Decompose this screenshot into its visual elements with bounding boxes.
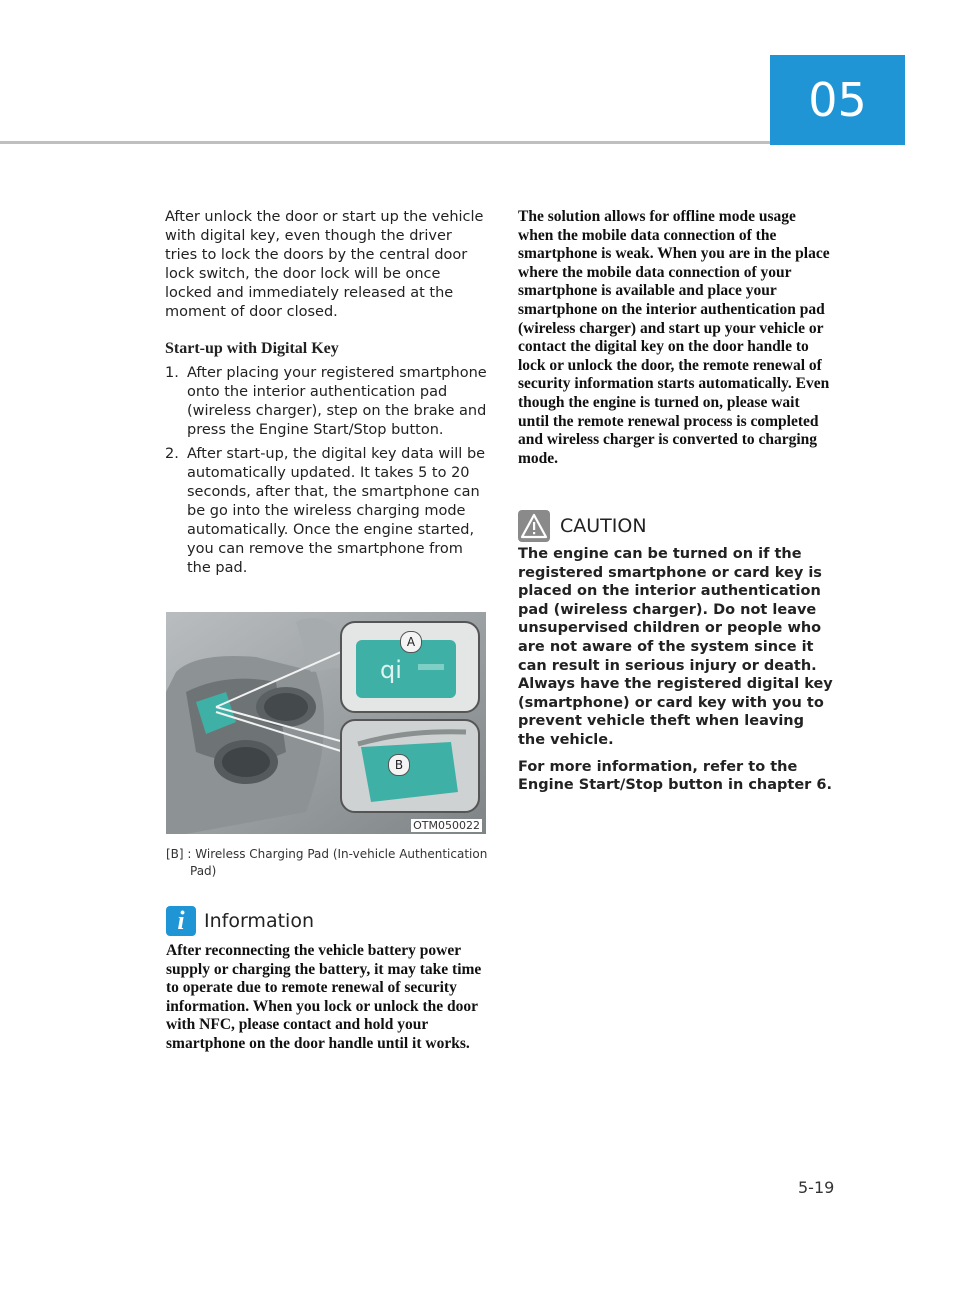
right-column (518, 208, 830, 468)
svg-text:qi: qi (380, 656, 402, 684)
callout-b: B (388, 754, 410, 776)
caution-title: CAUTION (560, 515, 647, 537)
warning-triangle-icon (518, 510, 550, 542)
offline-mode-paragraph: The solution allows for offline mode usage when the mobile data connection of the smartphone is weak. When you are in the place where the mobile data connection of your smartphone is available and place your smartphone on the interior authentication pad (wireless charger) and start up your vehicle or contact the digital key on the door handle to lock or unlock the door, the remote renewal of security information starts automatically. Even though the engine is turned on, please wait until the remote renewal process is completed and wireless charger is converted to charging mode. (518, 208, 830, 467)
header-rule (0, 141, 770, 144)
callout-a: A (400, 631, 422, 653)
console-drawing (166, 612, 486, 834)
caution-body: The engine can be turned on if the registered smartphone or card key is placed on the interior authentication pad (wireless charger). Do not leave unsupervised children or people who are not aware of the system since it can result in serious injury or death. Always have the registered digital key (smartphone) or card key with you to prevent vehicle theft when leaving the vehicle. For more information, refer to the Engine Start/Stop button in chapter 6. (518, 546, 833, 794)
console-illustration (166, 612, 486, 834)
information-body: After reconnecting the vehicle battery power supply or charging the battery, it may take time to operate due to remote renewal of security information. When you lock or unlock the door with NFC, please contact and hold your smartphone on the door handle until it works. (166, 942, 482, 1052)
information-title: Information (204, 910, 314, 932)
figure-caption: [B] : Wireless Charging Pad (In-vehicle Authentication Pad) (166, 847, 488, 878)
steps-list (165, 364, 487, 578)
page-number: 5-19 (798, 1178, 835, 1197)
info-icon: i (166, 906, 196, 936)
caution-heading (518, 510, 647, 542)
intro-paragraph: After unlock the door or start up the vehicle with digital key, even though the driver tries to lock the doors by the central door lock switch, the door lock will be once locked and immediately released at the moment of door closed. (165, 209, 484, 320)
list-item: 2. After start-up, the digital key data will be automatically updated. It takes 5 to 20 seconds, after that, the smartphone can be go into the wireless charging mode automatically. Once the engine started, you can remove the smartphone from the pad. (165, 446, 486, 576)
left-column (165, 208, 487, 583)
chapter-tab: 05 (770, 55, 905, 145)
information-heading (166, 906, 314, 936)
figure-code: OTM050022 (413, 819, 480, 832)
list-item: 1. After placing your registered smartphone onto the interior authentication pad (wireless charger), step on the brake and press the Engine Start/Stop button. (165, 365, 487, 438)
section-subheading: Start-up with Digital Key (165, 340, 339, 357)
